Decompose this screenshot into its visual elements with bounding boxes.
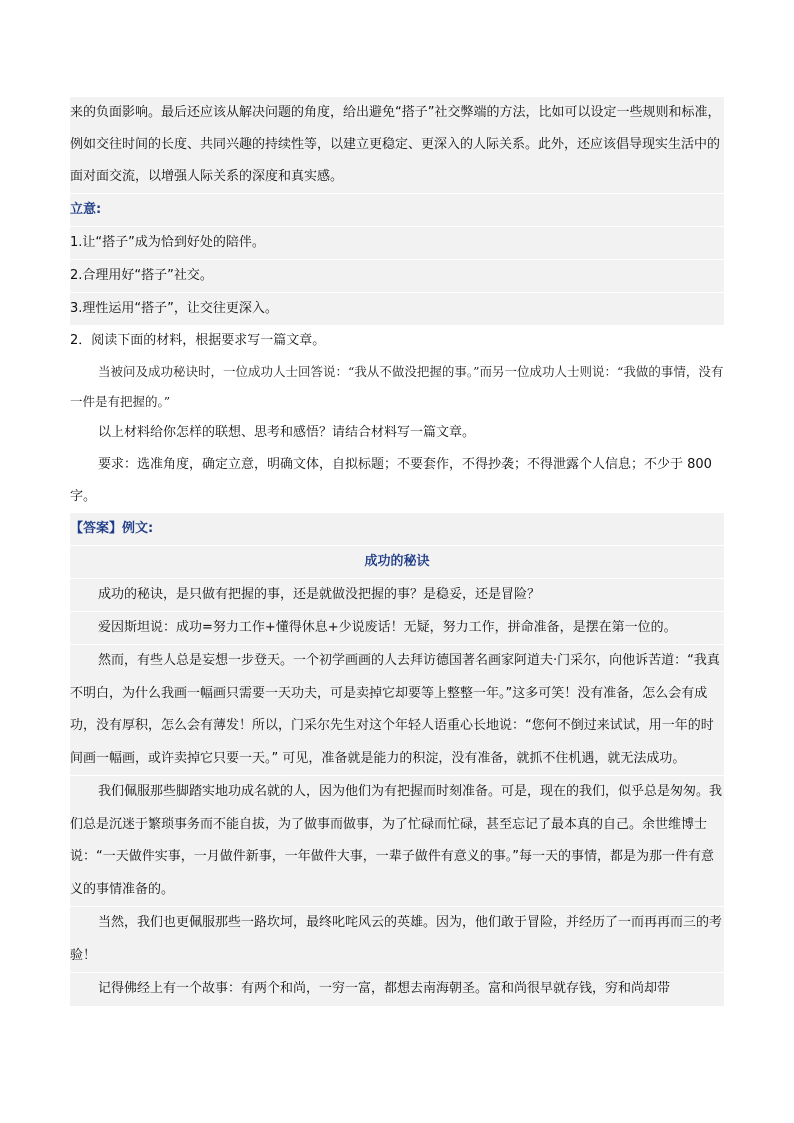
answer-header xyxy=(70,513,724,546)
intro-paragraph: 来的负面影响。最后还应该从解决问题的角度，给出避免“搭子”社交弊端的方法，比如可以设定一些规则和标准，例如交往时间的长度、共同兴趣的持续性等，以建立更稳定、更深入的人际关系。此外，还应该倡导现实生活中的面对面交流，以增强人际关系的深度和真实感。 xyxy=(70,97,724,194)
liyi-label: 立意: xyxy=(70,194,724,227)
essay-paragraph: 成功的秘诀，是只做有把握的事，还是就做没把握的事？是稳妥，还是冒险？ xyxy=(70,579,724,612)
essay-paragraph: 我们佩服那些脚踏实地功成名就的人，因为他们为有把握而时刻准备。可是，现在的我们，似乎总是匆匆。我们总是沉迷于繁琐事务而不能自拔，为了做事而做事，为了忙碌而忙碌，甚至忘记了最本真的自己。余世维博士说：“一天做件实事，一月做件新事，一年做件大事，一辈子做件有意义的事。”每一天的事情，都是为那一件有意义的事情准备的。 xyxy=(70,776,724,907)
answer-label: 例文: xyxy=(122,521,154,536)
essay-paragraph: 记得佛经上有一个故事：有两个和尚，一穷一富，都想去南海朝圣。富和尚很早就存钱，穷和尚却带 xyxy=(70,973,724,1006)
essay-paragraph: 爱因斯坦说：成功=努力工作+懂得休息+少说废话！无疑，努力工作，拼命准备，是摆在第一位的。 xyxy=(70,612,724,645)
question-heading: 2．阅读下面的材料，根据要求写一篇文章。 xyxy=(70,333,326,348)
document-page xyxy=(70,97,724,1006)
question-material: 当被问及成功秘诀时，一位成功人士回答说：“我从不做没把握的事。”而另一位成功人士则说：“我做的事情，没有一件是有把握的。” xyxy=(70,364,724,409)
liyi-item-3: 3.理性运用“搭子”，让交往更深入。 xyxy=(70,293,724,325)
liyi-item-2: 2.合理用好“搭子”社交。 xyxy=(70,260,724,293)
question-requirements: 要求：选准角度，确定立意，明确文体，自拟标题；不要套作，不得抄袭；不得泄露个人信息；不少于 800 字。 xyxy=(70,457,712,504)
liyi-item-1: 1.让“搭子”成为恰到好处的陪伴。 xyxy=(70,227,724,260)
essay-title: 成功的秘诀 xyxy=(70,546,724,579)
essay-paragraph: 然而，有些人总是妄想一步登天。一个初学画画的人去拜访德国著名画家阿道夫·门采尔，向他诉苦道：“我真不明白，为什么我画一幅画只需要一天功夫，可是卖掉它却要等上整整一年。”这多可笑！没有准备，怎么会有成功，没有厚积，怎么会有薄发！所以，门采尔先生对这个年轻人语重心长地说：“您何不倒过来试试，用一年的时间画一幅画，或许卖掉它只要一天。” 可见，准备就是能力的积淀，没有准备，就抓不住机遇，就无法成功。 xyxy=(70,645,724,776)
essay-paragraph: 当然，我们也更佩服那些一路坎坷，最终叱咤风云的英雄。因为，他们敢于冒险，并经历了一而再再而三的考验！ xyxy=(70,907,724,973)
question-prompt: 以上材料给你怎样的联想、思考和感悟？请结合材料写一篇文章。 xyxy=(98,425,476,440)
answer-bracket-label: 【答案】 xyxy=(70,521,123,536)
